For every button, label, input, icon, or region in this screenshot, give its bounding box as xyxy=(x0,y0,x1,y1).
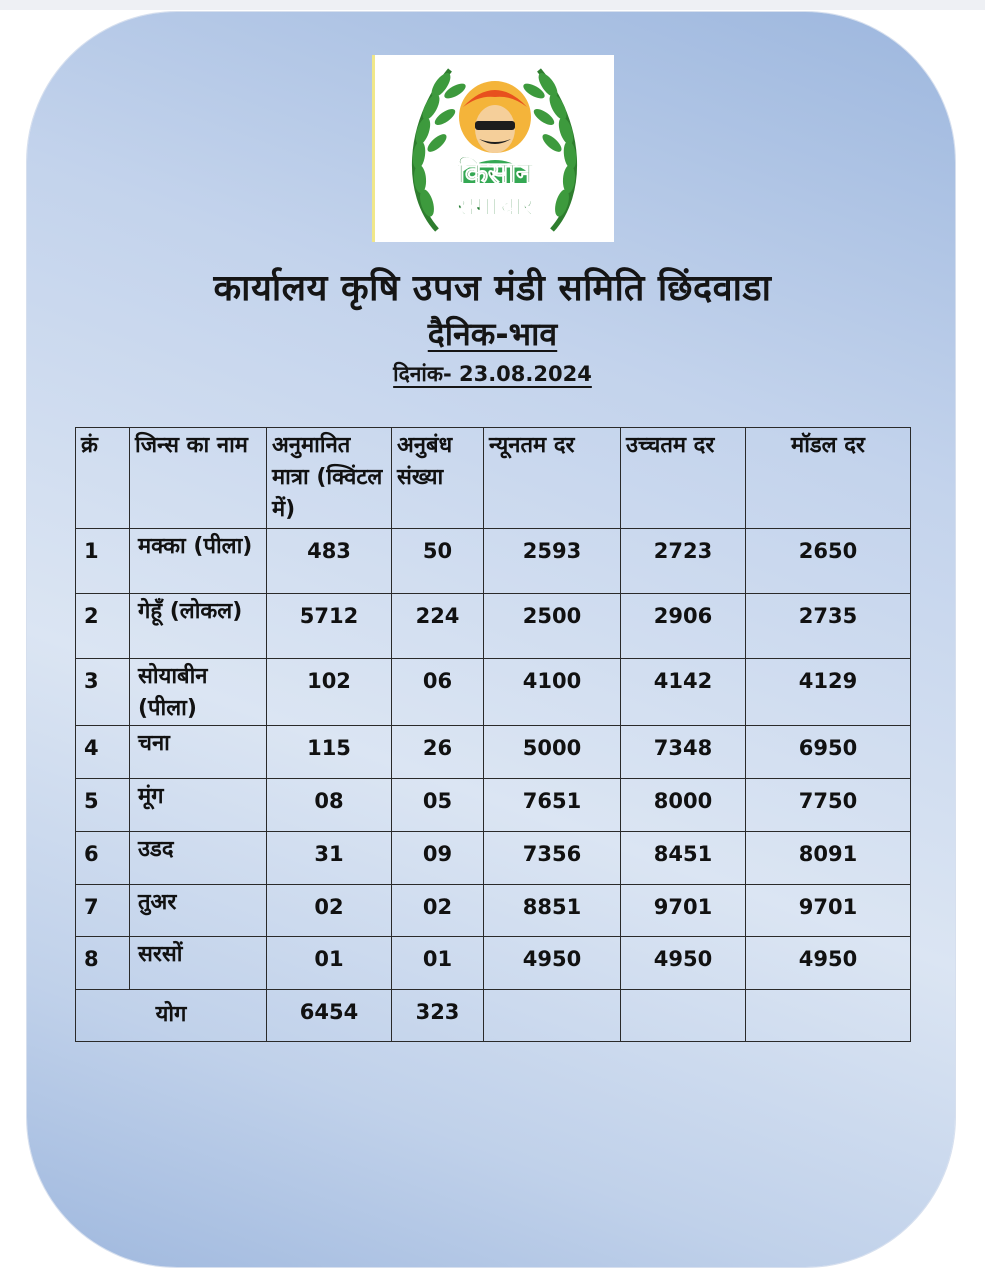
table-row xyxy=(76,529,911,594)
row-serial: 1 xyxy=(76,529,130,594)
total-contracts: 323 xyxy=(392,990,484,1042)
total-empty-modal xyxy=(746,990,911,1042)
row-max-rate: 7348 xyxy=(621,726,746,779)
row-modal-rate: 4950 xyxy=(746,937,911,990)
daily-rate-heading xyxy=(0,312,985,355)
row-quantity: 5712 xyxy=(267,594,392,659)
total-row xyxy=(76,990,911,1042)
daily-rate-text: दैनिक-भाव xyxy=(427,315,558,353)
date-line xyxy=(0,360,985,388)
table-row xyxy=(76,726,911,779)
row-max-rate: 8451 xyxy=(621,832,746,885)
col-header-quantity: अनुमानित मात्रा (क्विंटल में) xyxy=(267,428,392,529)
row-modal-rate: 2735 xyxy=(746,594,911,659)
table-row xyxy=(76,594,911,659)
row-contracts: 01 xyxy=(392,937,484,990)
col-header-min-rate: न्यूनतम दर xyxy=(484,428,621,529)
col-header-sno: क्रं xyxy=(76,428,130,529)
kisan-samachar-logo xyxy=(372,55,614,242)
rates-table xyxy=(75,427,911,1042)
row-crop-name: उडद xyxy=(130,832,267,885)
office-title: कार्यालय कृषि उपज मंडी समिति छिंदवाडा xyxy=(213,268,772,309)
table-row xyxy=(76,832,911,885)
row-quantity: 115 xyxy=(267,726,392,779)
logo-text-line2: समाचार xyxy=(456,191,534,222)
total-empty-min xyxy=(484,990,621,1042)
top-strip xyxy=(0,0,985,10)
row-crop-name: सोयाबीन (पीला) xyxy=(130,659,267,726)
row-modal-rate: 7750 xyxy=(746,779,911,832)
row-modal-rate: 8091 xyxy=(746,832,911,885)
logo-emblem xyxy=(375,55,614,242)
row-serial: 5 xyxy=(76,779,130,832)
row-min-rate: 7356 xyxy=(484,832,621,885)
row-min-rate: 2593 xyxy=(484,529,621,594)
row-quantity: 02 xyxy=(267,885,392,937)
row-crop-name: मूंग xyxy=(130,779,267,832)
row-max-rate: 4950 xyxy=(621,937,746,990)
row-crop-name: चना xyxy=(130,726,267,779)
row-modal-rate: 9701 xyxy=(746,885,911,937)
row-min-rate: 5000 xyxy=(484,726,621,779)
row-crop-name: सरसों xyxy=(130,937,267,990)
table-row xyxy=(76,885,911,937)
row-serial: 2 xyxy=(76,594,130,659)
row-modal-rate: 6950 xyxy=(746,726,911,779)
row-min-rate: 2500 xyxy=(484,594,621,659)
row-contracts: 05 xyxy=(392,779,484,832)
row-contracts: 224 xyxy=(392,594,484,659)
table-header-row xyxy=(76,428,911,529)
row-serial: 8 xyxy=(76,937,130,990)
row-max-rate: 9701 xyxy=(621,885,746,937)
row-min-rate: 4950 xyxy=(484,937,621,990)
table-row xyxy=(76,659,911,726)
total-empty-max xyxy=(621,990,746,1042)
total-quantity: 6454 xyxy=(267,990,392,1042)
row-modal-rate: 2650 xyxy=(746,529,911,594)
row-crop-name: मक्का (पीला) xyxy=(130,529,267,594)
table-row xyxy=(76,779,911,832)
row-quantity: 483 xyxy=(267,529,392,594)
col-header-max-rate: उच्चतम दर xyxy=(621,428,746,529)
row-crop-name: तुअर xyxy=(130,885,267,937)
row-contracts: 26 xyxy=(392,726,484,779)
row-contracts: 50 xyxy=(392,529,484,594)
logo-text-line1: किसान xyxy=(457,156,533,191)
row-min-rate: 7651 xyxy=(484,779,621,832)
row-contracts: 06 xyxy=(392,659,484,726)
row-quantity: 31 xyxy=(267,832,392,885)
col-header-crop: जिन्स का नाम xyxy=(130,428,267,529)
row-serial: 7 xyxy=(76,885,130,937)
row-contracts: 02 xyxy=(392,885,484,937)
row-max-rate: 2906 xyxy=(621,594,746,659)
row-quantity: 102 xyxy=(267,659,392,726)
row-serial: 3 xyxy=(76,659,130,726)
total-label: योग xyxy=(76,990,267,1042)
row-max-rate: 4142 xyxy=(621,659,746,726)
row-modal-rate: 4129 xyxy=(746,659,911,726)
table-row xyxy=(76,937,911,990)
row-quantity: 08 xyxy=(267,779,392,832)
col-header-contracts: अनुबंध संख्या xyxy=(392,428,484,529)
row-quantity: 01 xyxy=(267,937,392,990)
row-serial: 6 xyxy=(76,832,130,885)
row-min-rate: 8851 xyxy=(484,885,621,937)
row-min-rate: 4100 xyxy=(484,659,621,726)
row-contracts: 09 xyxy=(392,832,484,885)
row-serial: 4 xyxy=(76,726,130,779)
row-max-rate: 2723 xyxy=(621,529,746,594)
row-max-rate: 8000 xyxy=(621,779,746,832)
date-text: दिनांक- 23.08.2024 xyxy=(393,362,592,386)
col-header-modal-rate: मॉडल दर xyxy=(746,428,911,529)
row-crop-name: गेहूँ (लोकल) xyxy=(130,594,267,659)
